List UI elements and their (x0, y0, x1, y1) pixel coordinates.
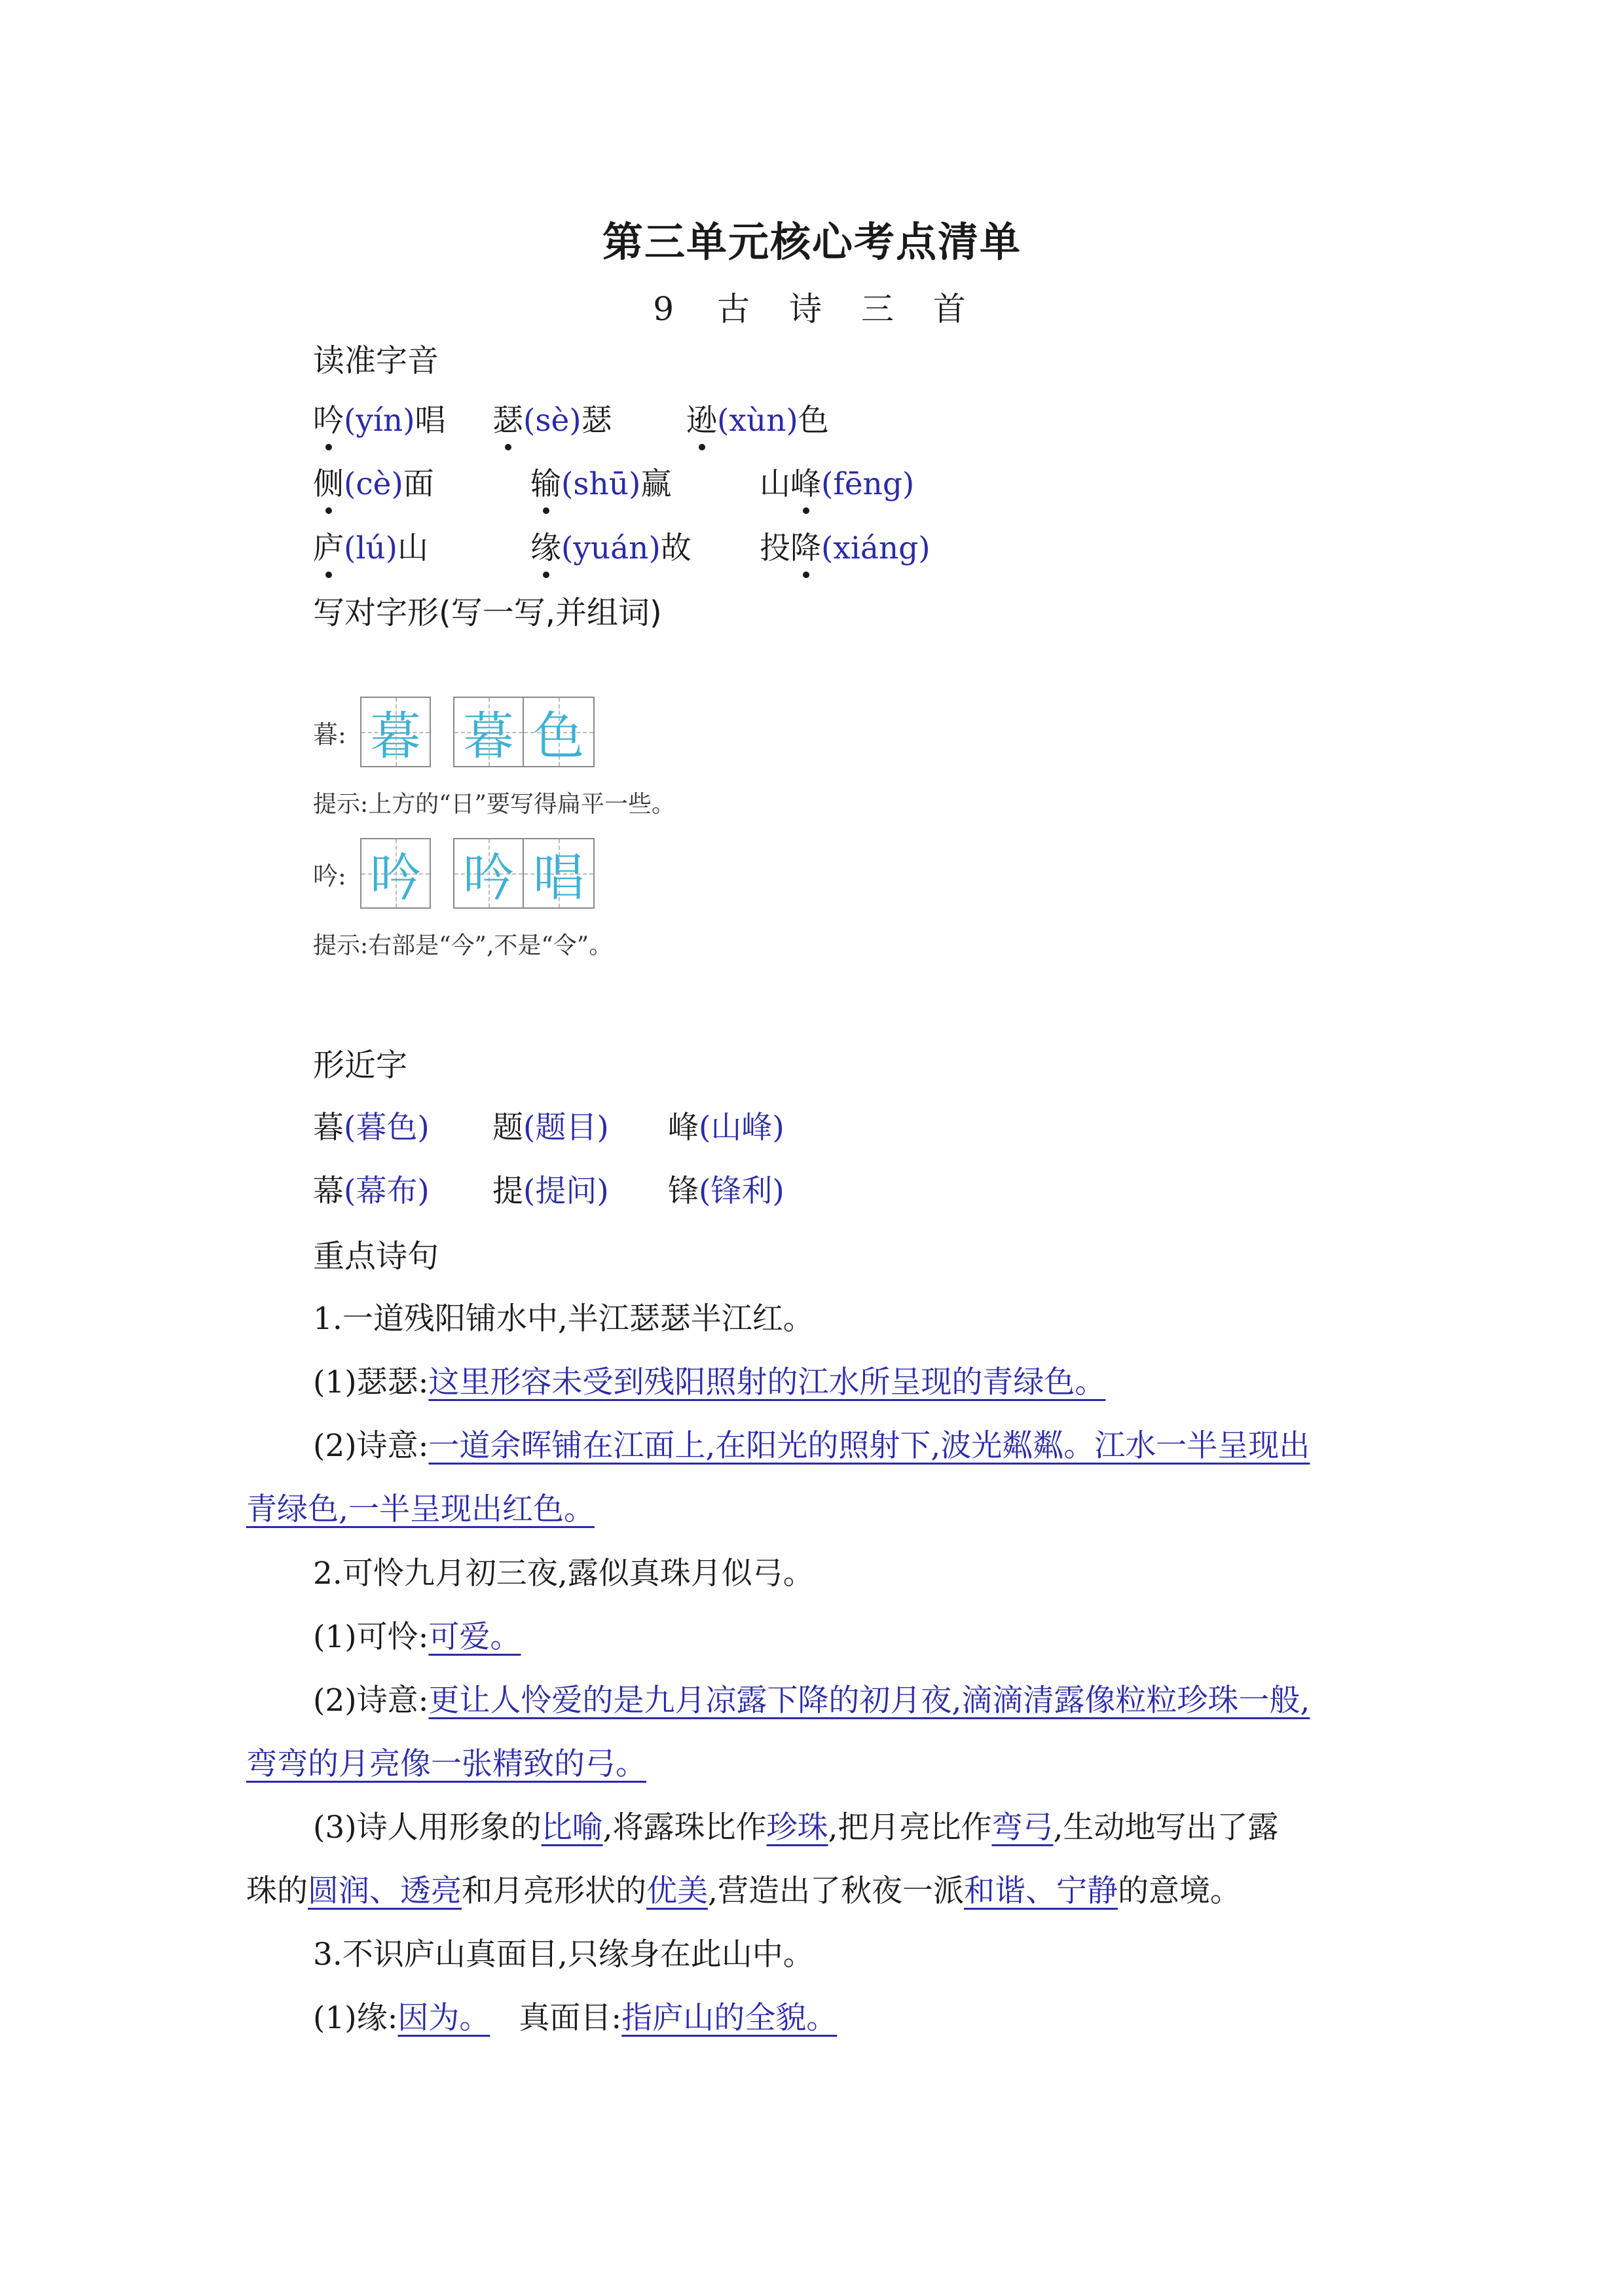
pron-item: 瑟(sè)瑟 (492, 396, 612, 440)
grid-label: 暮: (313, 720, 346, 749)
poem2-q3-cont: 珠的圆润、透亮和月亮形状的优美,营造出了秋夜一派和谐、宁静的意境。 (246, 1873, 1241, 1909)
grid-cell: 吟 (360, 838, 431, 909)
pron-item: 缘(yuán)故 (530, 524, 692, 568)
poem2-q2-cont: 弯弯的月亮像一张精致的弓。 (246, 1746, 646, 1782)
lesson-subtitle: 9 古 诗 三 首 (653, 290, 971, 328)
grid-label: 吟: (313, 861, 346, 890)
pron-item: 庐(lú)山 (313, 524, 428, 568)
poem2-q3: (3)诗人用形象的比喻,将露珠比作珍珠,把月亮比作弯弓,生动地写出了露 (313, 1810, 1279, 1846)
grid-cell: 暮 (453, 697, 524, 767)
writing-hint: 提示:右部是“今”,不是“令”。 (313, 932, 613, 959)
similar-item: 提(提问) (492, 1173, 609, 1209)
grid-cell: 唱 (524, 838, 595, 909)
section-heading-pronunciation: 读准字音 (313, 342, 439, 379)
pron-item: 山峰(fēng) (760, 460, 914, 503)
pron-item: 输(shū)赢 (530, 460, 671, 503)
grid-cell: 吟 (453, 838, 524, 909)
section-heading-similar: 形近字 (313, 1047, 408, 1084)
writing-grid (313, 697, 595, 767)
writing-grid (313, 838, 595, 909)
pron-item: 吟(yín)唱 (313, 396, 446, 440)
grid-cell: 色 (524, 697, 595, 767)
poem1-q2: (2)诗意:一道余晖铺在江面上,在阳光的照射下,波光粼粼。江水一半呈现出 (313, 1428, 1310, 1464)
page-title: 第三单元核心考点清单 (602, 218, 1022, 266)
pron-item: 投降(xiáng) (760, 524, 931, 568)
similar-item: 锋(锋利) (668, 1173, 784, 1209)
poem3-q1: (1)缘:因为。 真面目:指庐山的全貌。 (313, 2000, 838, 2036)
section-heading-writing: 写对字形(写一写,并组词) (313, 594, 662, 631)
pron-item: 侧(cè)面 (313, 460, 434, 503)
poem2-q1: (1)可怜:可爱。 (313, 1619, 521, 1655)
poem-line-2: 2.可怜九月初三夜,露似真珠月似弓。 (313, 1556, 814, 1592)
grid-cell: 暮 (360, 697, 431, 767)
writing-hint: 提示:上方的“日”要写得扁平一些。 (313, 791, 675, 818)
similar-item: 幕(幕布) (313, 1173, 430, 1209)
similar-item: 题(题目) (492, 1110, 609, 1146)
pron-item: 逊(xùn)色 (686, 396, 829, 440)
poem-line-1: 1.一道残阳铺水中,半江瑟瑟半江红。 (313, 1301, 814, 1337)
similar-item: 暮(暮色) (313, 1110, 430, 1146)
poem-line-3: 3.不识庐山真面目,只缘身在此山中。 (313, 1937, 814, 1973)
poem1-q1: (1)瑟瑟:这里形容未受到残阳照射的江水所呈现的青绿色。 (313, 1364, 1106, 1400)
poem1-q2-cont: 青绿色,一半呈现出红色。 (246, 1491, 595, 1527)
section-heading-poems: 重点诗句 (313, 1238, 439, 1275)
poem2-q2: (2)诗意:更让人怜爱的是九月凉露下降的初月夜,滴滴清露像粒粒珍珠一般, (313, 1683, 1310, 1719)
similar-item: 峰(山峰) (668, 1110, 784, 1146)
